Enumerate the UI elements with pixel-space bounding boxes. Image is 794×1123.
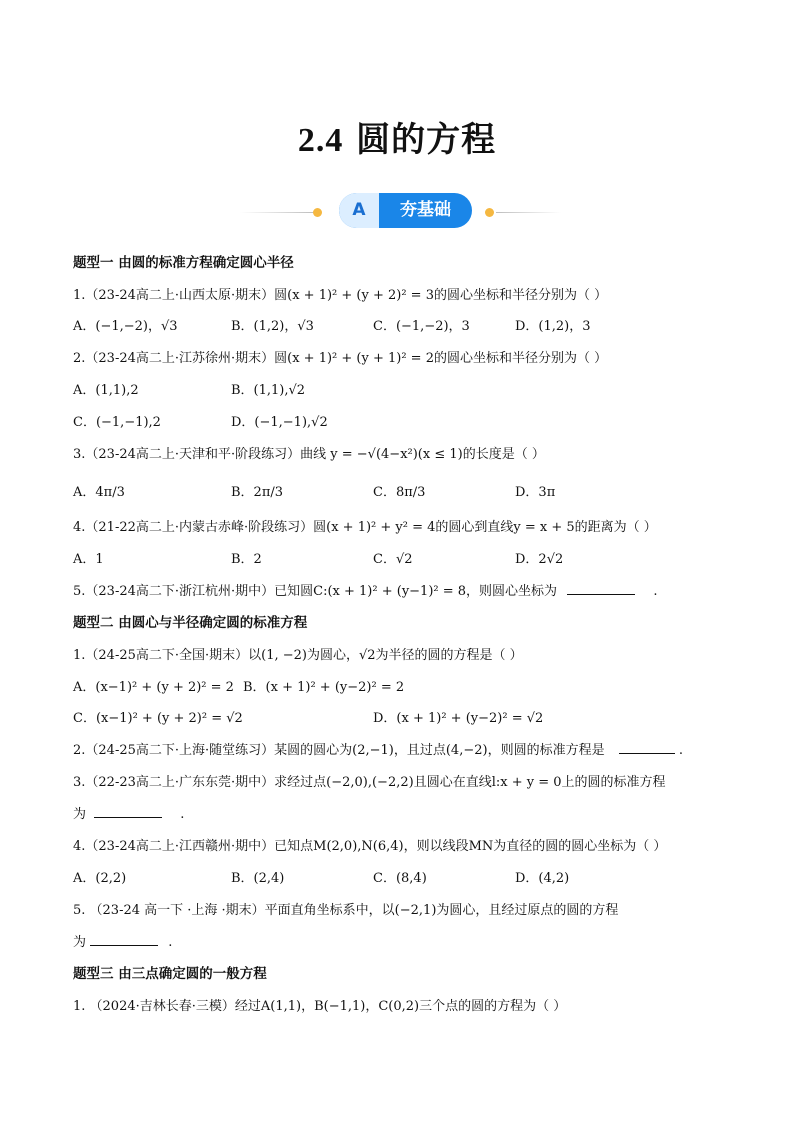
question-text: 为 [73,807,87,822]
period: . [678,743,683,758]
period: . [653,584,658,599]
option-a: A．(x−1)² + (y + 2)² = 2 [73,680,234,695]
question-2-5-line2 [73,931,172,950]
option-c: C．(8,4) [373,871,427,886]
section-banner [339,193,472,228]
question-1-4: 4.（21-22高二上·内蒙古赤峰·阶段练习）圆(x + 1)² + y² = 4的圆心到直线y = x + 5的距离为（ ） [73,520,657,535]
option-b: B．2 [231,552,262,567]
question-3-1: 1. （2024·吉林长春·三模）经过A(1,1)，B(−1,1)，C(0,2)三个点的圆的方程为（ ） [73,999,567,1014]
banner-line-right [496,212,561,213]
option-c: C．(x−1)² + (y + 2)² = √2 [73,711,243,726]
option-a: A．(2,2) [73,871,127,886]
question-1-1: 1.（23-24高二上·山西太原·期末）圆(x + 1)² + (y + 2)² = 3的圆心坐标和半径分别为（ ） [73,288,608,303]
banner-letter: A [339,193,379,228]
question-2-3: 3.（22-23高二上·广东东莞·期中）求经过点(−2,0),(−2,2)且圆心在直线l:x + y = 0上的圆的标准方程 [73,775,666,790]
option-b: B．(1,2)，√3 [231,319,314,334]
banner-dot-right [485,208,494,217]
question-1-3: 3.（23-24高二上·天津和平·阶段练习）曲线 y = −√(4−x²)(x ≤ 1)的长度是（ ） [73,447,545,462]
answer-blank[interactable] [90,933,158,946]
option-d: D．(4,2) [515,871,570,886]
section-heading-2: 题型二 由圆心与半径确定圆的标准方程 [73,615,308,631]
answer-blank[interactable] [619,741,675,754]
section-heading-3: 题型三 由三点确定圆的一般方程 [73,966,267,982]
option-b: B．2π/3 [231,485,284,500]
option-c: C．8π/3 [373,485,426,500]
period: . [168,935,173,950]
question-2-5: 5. （23-24 高一下 ·上海 ·期末）平面直角坐标系中，以(−2,1)为圆心，且经过原点的圆的方程 [73,903,619,918]
option-a: A．4π/3 [73,485,125,500]
option-d: D．(1,2)，3 [515,319,591,334]
banner-dot-left [313,208,322,217]
option-a: A．(−1,−2)，√3 [73,319,178,334]
question-2-2 [73,739,683,758]
answer-blank[interactable] [94,805,162,818]
section-heading-1: 题型一 由圆的标准方程确定圆心半径 [73,255,294,271]
option-d: D．(x + 1)² + (y−2)² = √2 [373,711,544,726]
question-2-1: 1.（24-25高二下·全国·期末）以(1, −2)为圆心，√2为半径的圆的方程是（ ） [73,648,523,663]
title-number: 2.4 [297,122,344,159]
question-text: 2.（24-25高二下·上海·随堂练习）某圆的圆心为(2,−1)，且过点(4,−2)，则圆的标准方程是 [73,743,605,758]
option-a: A．(1,1),2 [73,383,139,398]
question-2-3-line2 [73,803,184,822]
option-c: C．(−1,−1),2 [73,415,161,430]
option-c: C．√2 [373,552,413,567]
option-b: B．(2,4) [231,871,285,886]
option-d: D．(−1,−1),√2 [231,415,328,430]
question-text: 为 [73,935,87,950]
option-d: D．2√2 [515,552,564,567]
option-b: B．(x + 1)² + (y−2)² = 2 [243,680,405,695]
question-1-5 [73,580,657,599]
title-text: 圆的方程 [356,120,497,160]
banner-label: 夯基础 [400,200,451,220]
option-b: B．(1,1),√2 [231,383,306,398]
answer-blank[interactable] [567,582,635,595]
question-text: 5.（23-24高二下·浙江杭州·期中）已知圆C:(x + 1)² + (y−1)² = 8，则圆心坐标为 [73,584,558,599]
option-d: D．3π [515,485,556,500]
banner-line-left [240,212,315,213]
period: . [180,807,185,822]
option-a: A．1 [73,552,104,567]
question-1-2: 2.（23-24高二上·江苏徐州·期末）圆(x + 1)² + (y + 1)² = 2的圆心坐标和半径分别为（ ） [73,351,608,366]
question-2-4: 4.（23-24高二上·江西赣州·期中）已知点M(2,0),N(6,4)，则以线段MN为直径的圆的圆心坐标为（ ） [73,839,667,854]
page-title [0,112,794,161]
option-c: C．(−1,−2)，3 [373,319,470,334]
